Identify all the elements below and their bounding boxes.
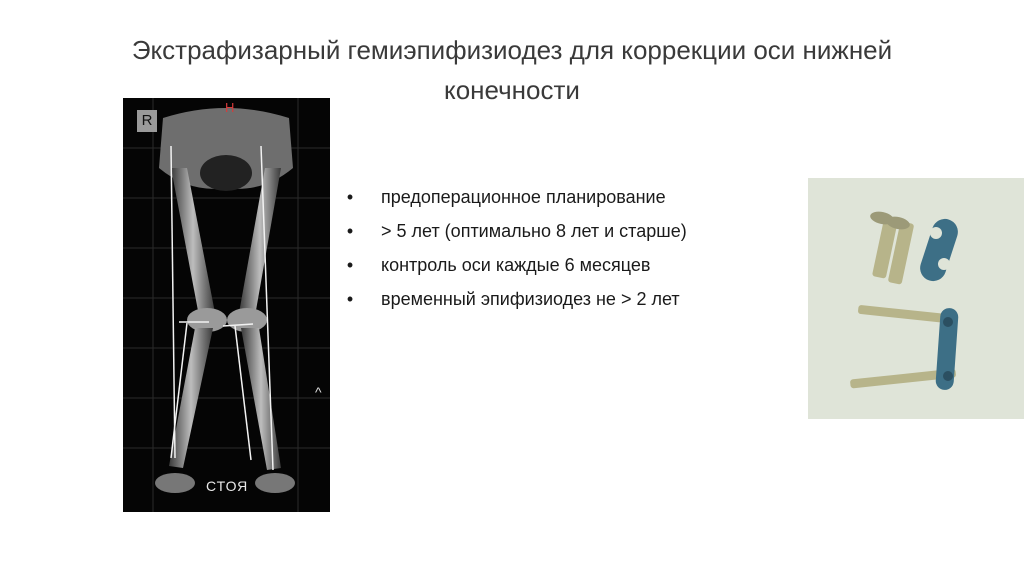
bullet-text: предоперационное планирование <box>381 187 666 207</box>
bullet-text: > 5 лет (оптимально 8 лет и старше) <box>381 221 687 241</box>
bullet-text: временный эпифизиодез не > 2 лет <box>381 289 680 309</box>
slide-title: Экстрафизарный гемиэпифизиодез для коррекции оси нижней конечности <box>131 35 893 105</box>
bullet-marker: • <box>346 221 354 241</box>
pelvic-opening <box>200 155 252 191</box>
implant-drawing <box>808 178 1024 419</box>
xray-drawing <box>123 98 330 512</box>
bullet-marker: • <box>346 187 354 207</box>
bullet-item <box>345 214 687 248</box>
xray-top-marker: H <box>225 100 235 115</box>
small-plate <box>917 216 962 285</box>
xray-side-marker: R <box>137 110 157 132</box>
bullet-text: контроль оси каждые 6 месяцев <box>381 255 651 275</box>
right-femur <box>239 168 281 316</box>
bullet-marker: • <box>346 255 354 275</box>
right-tibia <box>241 328 281 470</box>
left-foot <box>155 473 195 493</box>
bullet-list <box>345 180 687 316</box>
left-femur <box>171 168 215 316</box>
right-foot <box>255 473 295 493</box>
leg-xray-image <box>123 98 330 512</box>
bullet-item <box>345 180 687 214</box>
bullet-item <box>345 248 687 282</box>
xray-arrow-marker: ^ <box>315 384 322 400</box>
short-screws <box>869 210 914 285</box>
bullet-item <box>345 282 687 316</box>
bullet-marker: • <box>346 289 354 309</box>
xray-standing-label: СТОЯ <box>206 478 249 494</box>
implant-photo <box>808 178 1024 419</box>
